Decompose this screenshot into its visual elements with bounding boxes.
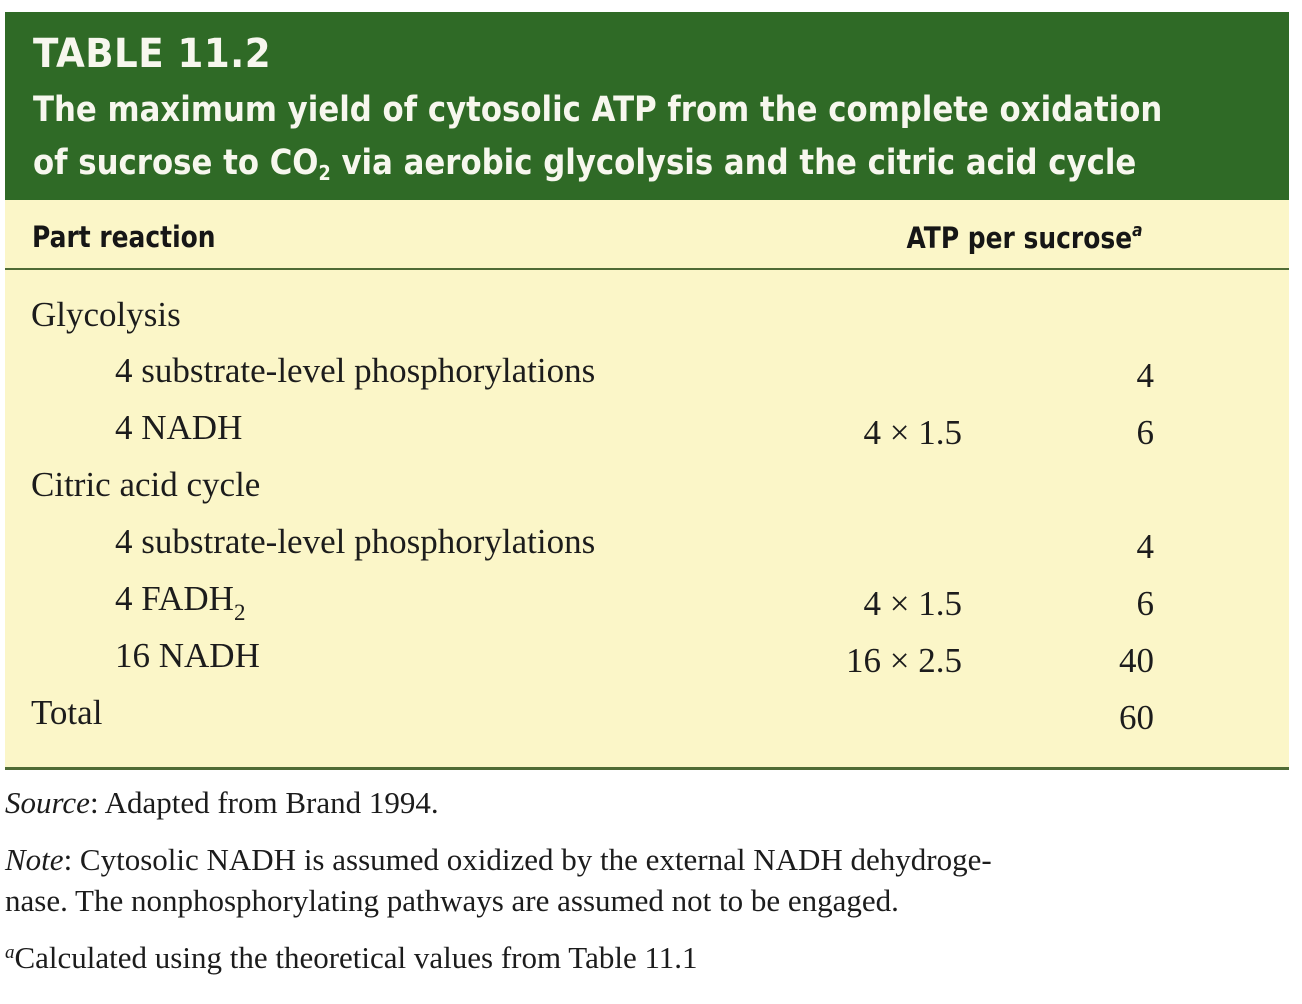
row-label-text: 4 FADH (115, 579, 234, 618)
row-value: 4 (1136, 527, 1154, 566)
table-row (5, 579, 1289, 635)
row-calc: 4 × 1.5 (863, 413, 962, 452)
table-title (33, 84, 1163, 200)
row-label-subscript: 2 (233, 600, 246, 625)
row-value: 6 (1136, 413, 1154, 452)
footnote-a (5, 940, 698, 976)
row-label (115, 522, 595, 562)
title-text: via aerobic glycolysis and the citric acid cycle (330, 143, 1137, 183)
table-row (5, 408, 1289, 464)
row-label (115, 579, 245, 626)
row-calc: 16 × 2.5 (846, 641, 962, 680)
row-label-text: 16 NADH (115, 636, 260, 675)
note (5, 842, 992, 878)
source-label: Source (5, 785, 90, 820)
footnote-a-marker: a (5, 942, 15, 963)
table-row (5, 351, 1289, 407)
row-label (31, 693, 102, 733)
table-title-line-1: The maximum yield of cytosolic ATP from the complete oxidation (33, 90, 1163, 130)
table-row-citric-acid-cycle (5, 465, 1289, 521)
source-text: : Adapted from Brand 1994. (89, 785, 439, 820)
row-label-text: Citric acid cycle (31, 465, 261, 504)
note-text-line-2: nase. The nonphosphorylating pathways are assumed not to be engaged. (5, 883, 899, 918)
column-header-part-reaction: Part reaction (32, 220, 216, 254)
note-text-line-1: : Cytosolic NADH is assumed oxidized by the external NADH dehydroge- (63, 842, 992, 877)
row-value: 4 (1136, 356, 1154, 395)
row-label-text: 4 substrate-level phosphorylations (115, 522, 596, 561)
table-body (5, 200, 1289, 770)
row-label-text: Glycolysis (31, 295, 181, 334)
column-header-atp-per-sucrose (907, 220, 1143, 255)
title-subscript: 2 (318, 161, 331, 185)
table-row (5, 522, 1289, 578)
table-row-total (5, 693, 1289, 749)
row-value: 60 (1119, 698, 1154, 737)
row-value: 6 (1136, 584, 1154, 623)
row-label (31, 295, 181, 335)
row-label-text: 4 NADH (115, 408, 243, 447)
footnote-a-text: Calculated using the theoretical values from Table 11.1 (14, 940, 698, 975)
column-header-text: ATP per sucrose (906, 221, 1133, 255)
note-label: Note (5, 842, 64, 877)
row-calc: 4 × 1.5 (863, 584, 962, 623)
header-rule (5, 268, 1289, 270)
row-label (31, 465, 260, 505)
title-text: of sucrose to CO (33, 143, 319, 183)
bottom-rule (5, 767, 1289, 770)
footnote-marker: a (1132, 220, 1143, 241)
note-continued (5, 883, 899, 919)
row-label-text: 4 substrate-level phosphorylations (115, 351, 596, 390)
table-number: TABLE 11.2 (33, 31, 272, 77)
column-header-row (5, 200, 1289, 268)
table-row (5, 636, 1289, 692)
row-label (115, 351, 595, 391)
row-label-text: Total (31, 693, 103, 732)
table-title-line-2 (33, 137, 1138, 200)
source-note (5, 785, 439, 821)
row-label (115, 636, 260, 676)
row-value: 40 (1119, 641, 1154, 680)
table-caption-band (5, 12, 1289, 200)
row-label (115, 408, 242, 448)
table-row-glycolysis (5, 295, 1289, 351)
